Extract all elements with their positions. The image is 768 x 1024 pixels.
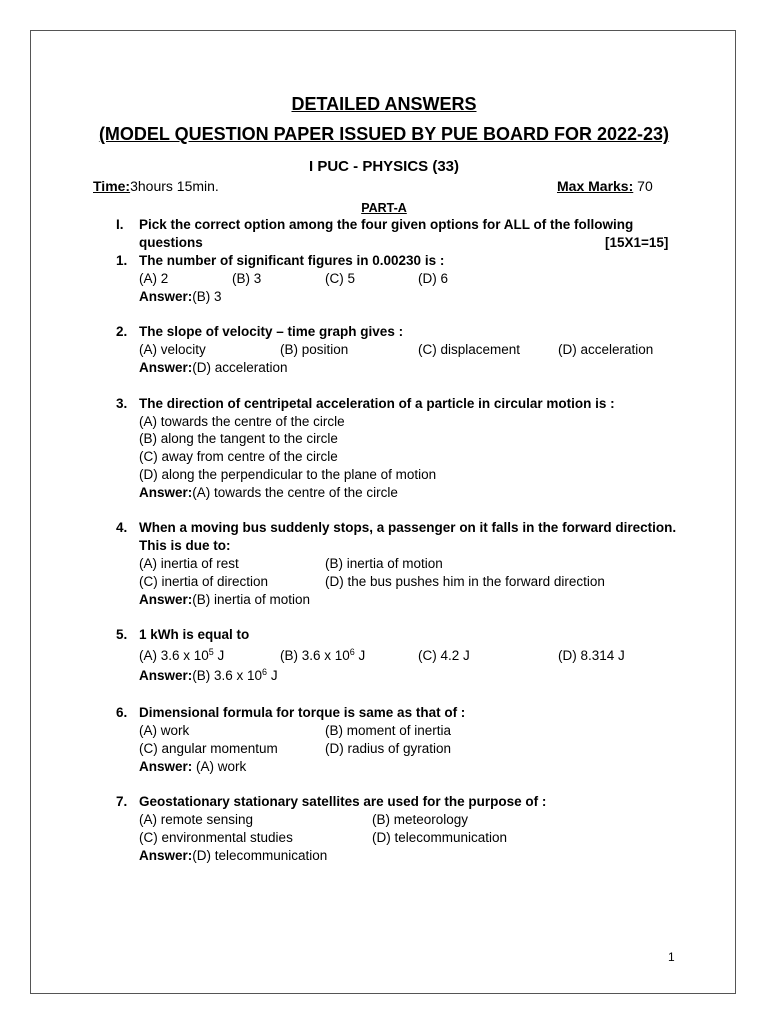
q7-number: 7. (116, 794, 128, 809)
q3-option-d: (D) along the perpendicular to the plane of motion (139, 467, 437, 482)
q2-option-d: (D) acceleration (558, 342, 654, 357)
section-instruction-line2: questions (139, 235, 203, 250)
q6-option-c: (C) angular momentum (139, 741, 278, 756)
document-title: DETAILED ANSWERS (291, 94, 477, 114)
q2-option-c: (C) displacement (418, 342, 521, 357)
time-info (93, 178, 219, 194)
q3-option-c: (C) away from centre of the circle (139, 449, 338, 464)
part-heading: PART-A (361, 201, 407, 215)
section-instruction-line1: Pick the correct option among the four given options for ALL of the following (139, 217, 634, 232)
section-number: I. (116, 217, 124, 232)
q2-answer: Answer:(D) acceleration (139, 360, 288, 375)
q6-option-a: (A) work (139, 723, 190, 738)
q5-option-a: (A) 3.6 x $10^5$ J (139, 647, 225, 663)
q6-option-b: (B) moment of inertia (325, 723, 452, 738)
marks-value: 70 (633, 178, 653, 194)
q3-number: 3. (116, 396, 128, 411)
q5-answer: Answer:(B) 3.6 x $10^6$ J (139, 667, 278, 683)
q5-option-c: (C) 4.2 J (418, 648, 470, 663)
q7-answer: Answer:(D) telecommunication (139, 848, 328, 863)
q4-number: 4. (116, 520, 128, 535)
section-marks: [15X1=15] (605, 235, 669, 250)
q7-option-d: (D) telecommunication (372, 830, 508, 845)
q2-number: 2. (116, 324, 128, 339)
time-label: Time: (93, 178, 131, 194)
q6-answer: Answer: (A) work (139, 759, 247, 774)
q7-option-c: (C) environmental studies (139, 830, 293, 845)
q7-text: Geostationary stationary satellites are used for the purpose of : (139, 794, 547, 809)
q5-text: 1 kWh is equal to (139, 627, 250, 642)
q1-answer: Answer:(B) 3 (139, 289, 222, 304)
document-subtitle: (MODEL QUESTION PAPER ISSUED BY PUE BOARD FOR 2022-23) (98, 124, 670, 144)
q1-option-b: (B) 3 (232, 271, 262, 286)
q1-option-c: (C) 5 (325, 271, 355, 286)
marks-label: Max Marks: (557, 178, 634, 194)
time-value: 3hours 15min. (130, 178, 219, 194)
q2-option-b: (B) position (280, 342, 349, 357)
page-number: 1 (668, 950, 675, 964)
subject-heading: I PUC - PHYSICS (33) (308, 158, 460, 175)
q1-option-d: (D) 6 (418, 271, 448, 286)
q5-option-b: (B) 3.6 x $10^6$ J (280, 647, 366, 663)
q4-text-line2: This is due to: (139, 538, 231, 553)
q3-answer: Answer:(A) towards the centre of the circle (139, 485, 398, 500)
max-marks-info (557, 178, 653, 194)
q3-option-a: (A) towards the centre of the circle (139, 414, 345, 429)
q6-number: 6. (116, 705, 128, 720)
q3-option-b: (B) along the tangent to the circle (139, 431, 338, 446)
q6-text: Dimensional formula for torque is same as that of : (139, 705, 466, 720)
q5-number: 5. (116, 627, 128, 642)
q7-option-b: (B) meteorology (372, 812, 469, 827)
q4-option-a: (A) inertia of rest (139, 556, 239, 571)
q4-option-b: (B) inertia of motion (325, 556, 443, 571)
q6-option-d: (D) radius of gyration (325, 741, 452, 756)
q4-option-c: (C) inertia of direction (139, 574, 269, 589)
q1-number: 1. (116, 253, 128, 268)
q7-option-a: (A) remote sensing (139, 812, 254, 827)
q1-option-a: (A) 2 (139, 271, 169, 286)
q4-answer: Answer:(B) inertia of motion (139, 592, 311, 607)
q1-text: The number of significant figures in 0.00230 is : (139, 253, 445, 268)
q3-text: The direction of centripetal acceleration of a particle in circular motion is : (139, 396, 615, 411)
q2-text: The slope of velocity – time graph gives : (139, 324, 404, 339)
q4-option-d: (D) the bus pushes him in the forward direction (325, 574, 605, 589)
q2-option-a: (A) velocity (139, 342, 206, 357)
q4-text-line1: When a moving bus suddenly stops, a passenger on it falls in the forward direction. (139, 520, 677, 535)
q5-option-d: (D) 8.314 J (558, 648, 625, 663)
